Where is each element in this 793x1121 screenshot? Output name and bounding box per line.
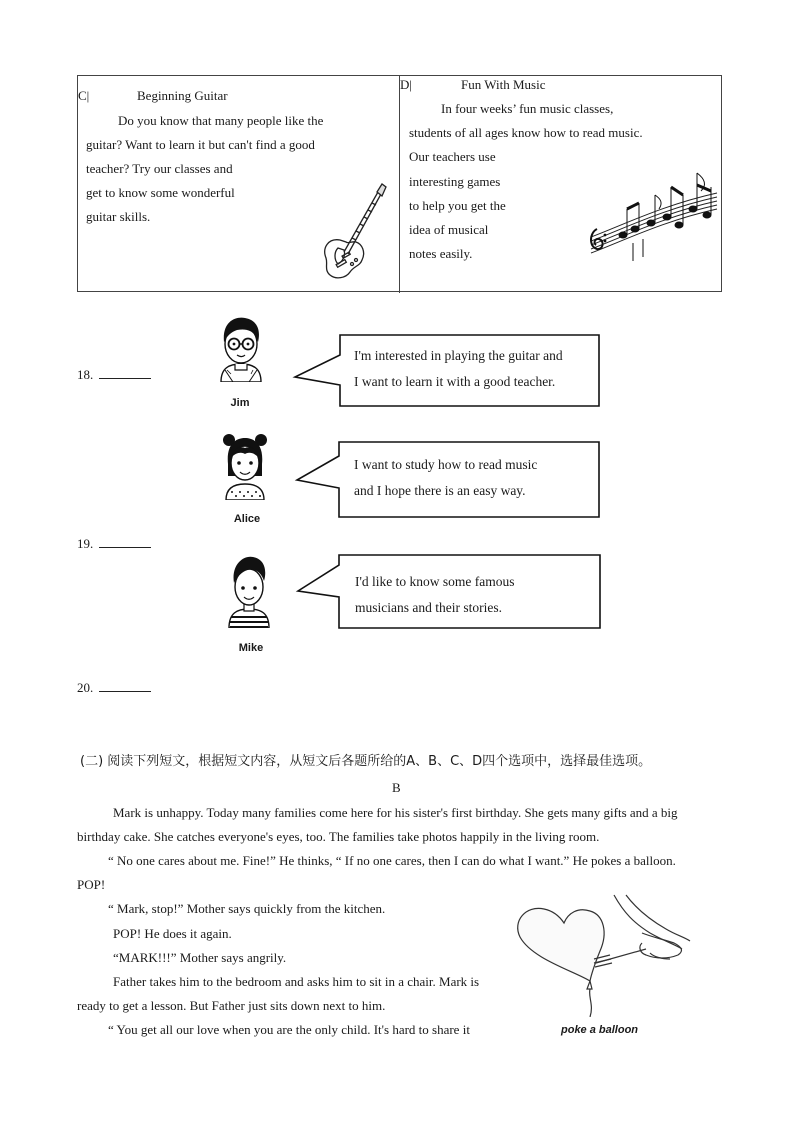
ad-c-line: teacher? Try our classes and <box>86 161 233 176</box>
question-number: 20. <box>77 680 151 696</box>
ad-c-line: Do you know that many people like the <box>118 113 324 128</box>
passage-line: “MARK!!!” Mother says angrily. <box>113 950 287 965</box>
passage-line: birthday cake. She catches everyone's eyes, too. The families take photos happily in the living room. <box>77 829 600 844</box>
ad-d-title: Fun With Music <box>461 77 546 92</box>
question-number: 18. <box>77 367 151 383</box>
ad-d-line: notes easily. <box>409 246 473 261</box>
speech-text: I'd like to know some famous <box>355 574 515 589</box>
passage-line: POP! He does it again. <box>113 926 232 941</box>
speech-text: I want to learn it with a good teacher. <box>354 374 556 389</box>
ad-d-line: interesting games <box>409 174 501 189</box>
passage-line: “ No one cares about me. Fine!” He thinks, “ If no one cares, then I can do what I want.” He pokes a balloon. <box>108 853 676 868</box>
alice-avatar <box>220 430 270 500</box>
speech-text: I'm interested in playing the guitar and <box>354 348 563 363</box>
question-number: 19. <box>77 536 151 552</box>
passage-line: Mark is unhappy. Today many families come here for his sister's first birthday. She gets many gifts and a big <box>113 805 678 820</box>
ad-d-label: D| <box>400 77 412 92</box>
speaker-name: Jim <box>230 397 250 409</box>
ad-table-divider <box>399 75 400 293</box>
answer-blank[interactable] <box>99 537 151 548</box>
ad-c-label: C| <box>78 88 90 103</box>
speaker-name: Alice <box>233 513 261 525</box>
ad-d-line: students of all ages know how to read music. <box>409 125 643 140</box>
speech-text: I want to study how to read music <box>354 457 538 472</box>
balloon-poke-illustration <box>514 893 692 1017</box>
answer-blank[interactable] <box>99 681 151 692</box>
ad-c-line: guitar skills. <box>86 209 151 224</box>
passage-line: Father takes him to the bedroom and asks him to sit in a chair. Mark is <box>113 974 480 989</box>
passage-line: “ You get all our love when you are the only child. It's hard to share it <box>108 1022 470 1037</box>
ad-c-title: Beginning Guitar <box>137 88 228 103</box>
passage-line: “ Mark, stop!” Mother says quickly from the kitchen. <box>108 901 386 916</box>
ad-d-line: Our teachers use <box>409 149 496 164</box>
speech-text: and I hope there is an easy way. <box>354 483 526 498</box>
mike-avatar <box>225 553 273 628</box>
speaker-name: Mike <box>238 642 264 654</box>
speech-text: musicians and their stories. <box>355 600 502 615</box>
image-caption: poke a balloon <box>561 1024 639 1036</box>
guitar-icon <box>318 182 390 282</box>
ad-d-line: In four weeks’ fun music classes, <box>441 101 614 116</box>
ad-c-line: get to know some wonderful <box>86 185 235 200</box>
ad-d-line: to help you get the <box>409 198 506 213</box>
ad-c-line: guitar? Want to learn it but can't find a good <box>86 137 315 152</box>
passage-line: POP! <box>77 877 106 892</box>
passage-line: ready to get a lesson. But Father just sits down next to him. <box>77 998 386 1013</box>
section-instruction: (二) 阅读下列短文，根据短文内容，从短文后各题所给的A、B、C、D四个选项中，选择最佳选项。 <box>80 754 652 769</box>
answer-blank[interactable] <box>99 368 151 379</box>
ad-d-line: idea of musical <box>409 222 489 237</box>
passage-label: B <box>392 780 401 795</box>
music-notes-icon <box>583 165 721 265</box>
jim-avatar <box>215 312 267 382</box>
